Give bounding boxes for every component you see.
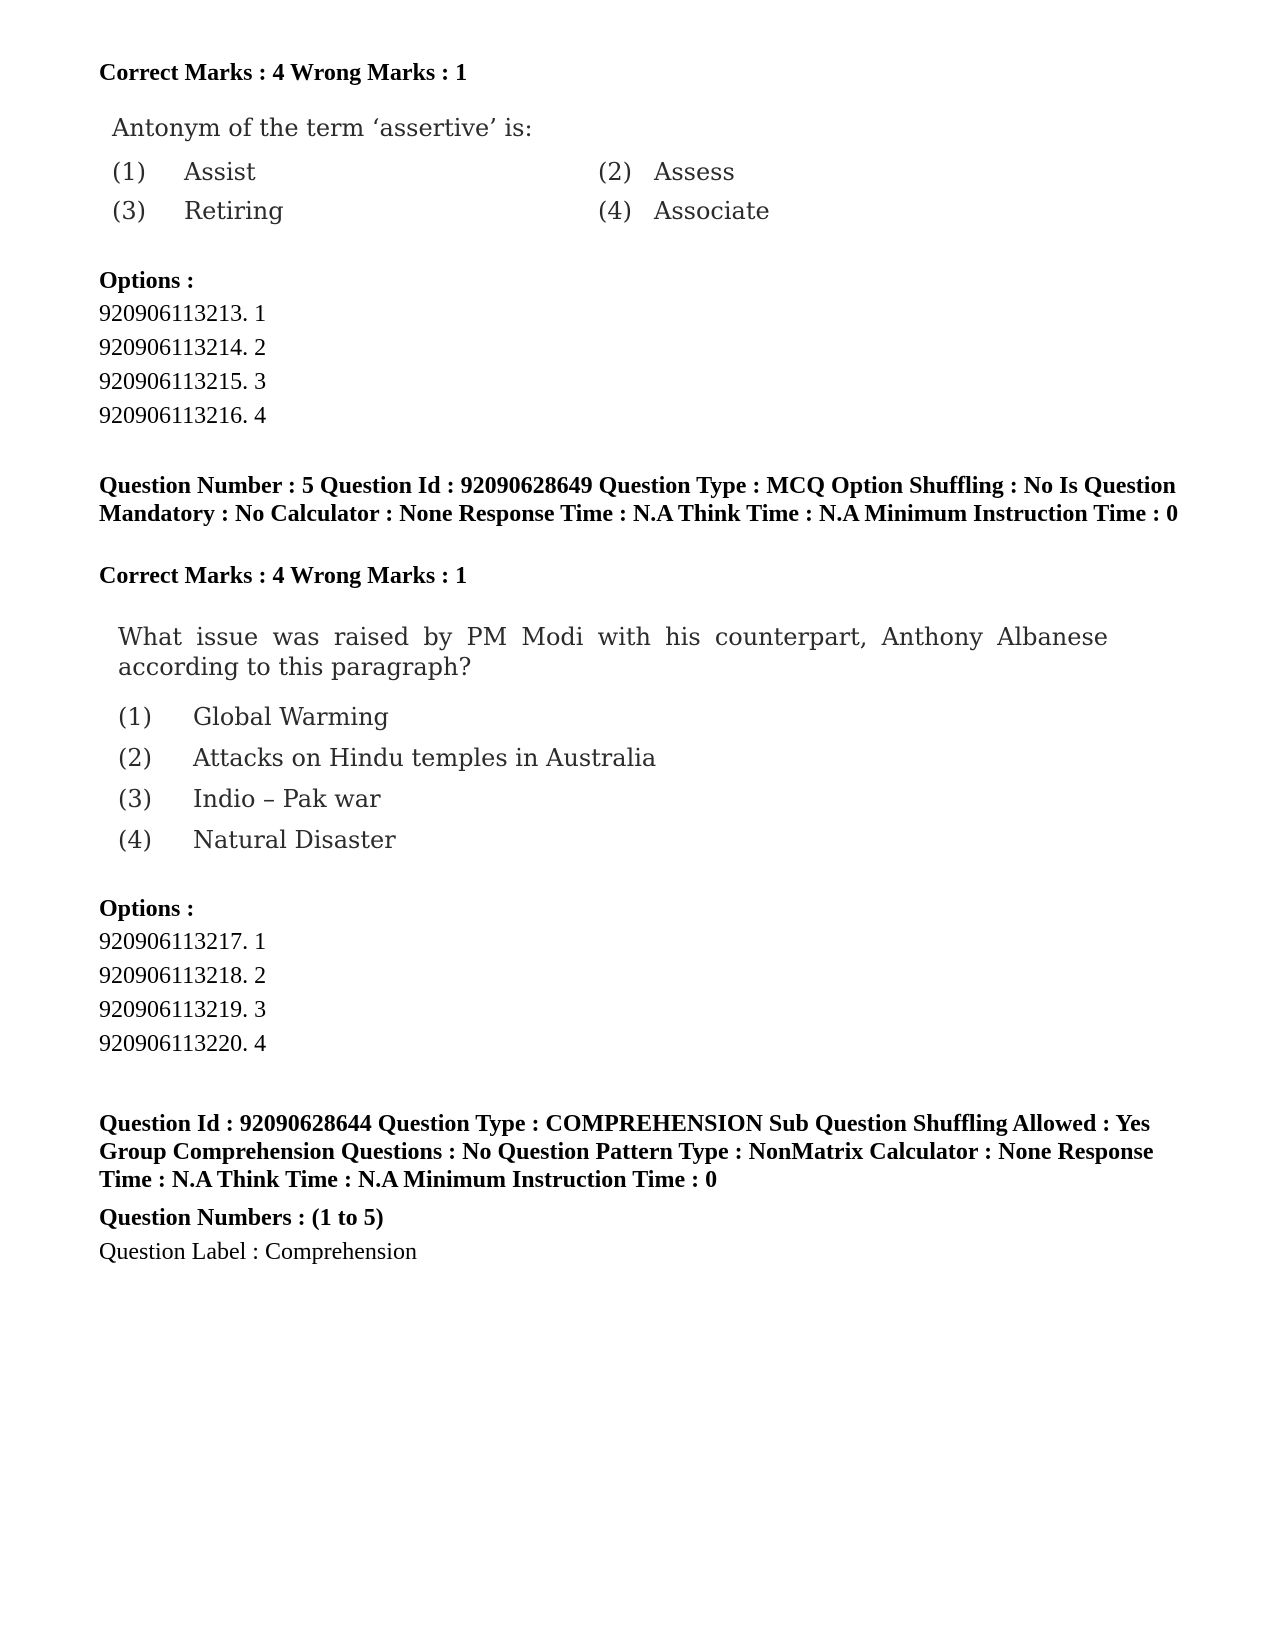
choice-2 [598,157,735,187]
choice-number: (4) [598,197,632,225]
option-id: 920906113220. 4 [99,1031,267,1057]
choice-1 [118,702,389,732]
choice-2 [118,743,656,773]
question-text: What issue was raised by PM Modi with his counterpart, Anthony Albanese according to this paragraph? [118,623,1108,681]
question-numbers: Question Numbers : (1 to 5) [99,1205,384,1231]
choice-number: (1) [118,703,152,731]
choice-text: Attacks on Hindu temples in Australia [193,744,657,772]
choice-number: (3) [112,197,146,225]
choice-4 [118,825,396,855]
option-id: 920906113213. 1 [99,301,267,327]
option-id: 920906113214. 2 [99,335,267,361]
question-header: Question Id : 92090628644 Question Type : COMPREHENSION Sub Question Shuffling Allowed : Yes Group Comprehension Questions : No Question Pattern Type : NonMatrix Calculator : None Response Time : N.A Think Time : N.A Minimum Instruction Time : 0 [99,1111,1154,1193]
choice-1 [112,157,256,187]
option-id: 920906113216. 4 [99,403,267,429]
option-id: 920906113218. 2 [99,963,267,989]
choice-number: (1) [112,158,146,186]
marks-line: Correct Marks : 4 Wrong Marks : 1 [99,563,468,589]
option-id: 920906113217. 1 [99,929,267,955]
choice-4 [598,196,770,226]
options-label: Options : [99,268,195,294]
options-label: Options : [99,896,195,922]
choice-text: Associate [654,197,770,225]
choice-3 [118,784,381,814]
choice-number: (2) [598,158,632,186]
question-text: Antonym of the term ‘assertive’ is: [112,114,533,142]
choice-number: (4) [118,826,152,854]
choice-number: (2) [118,744,152,772]
question-header: Question Number : 5 Question Id : 92090628649 Question Type : MCQ Option Shuffling : No Is Question Mandatory : No Calculator : None Response Time : N.A Think Time : N.A Minimum Instruction Time : 0 [99,473,1179,527]
choice-text: Natural Disaster [193,826,396,854]
marks-line: Correct Marks : 4 Wrong Marks : 1 [99,60,468,86]
choice-text: Assess [654,158,735,186]
option-id: 920906113219. 3 [99,997,267,1023]
choice-text: Assist [184,158,256,186]
choice-text: Global Warming [193,703,389,731]
question-label: Question Label : Comprehension [99,1239,417,1265]
choice-3 [112,196,284,226]
choice-text: Indio – Pak war [193,785,381,813]
option-id: 920906113215. 3 [99,369,267,395]
choice-text: Retiring [184,197,284,225]
choice-number: (3) [118,785,152,813]
